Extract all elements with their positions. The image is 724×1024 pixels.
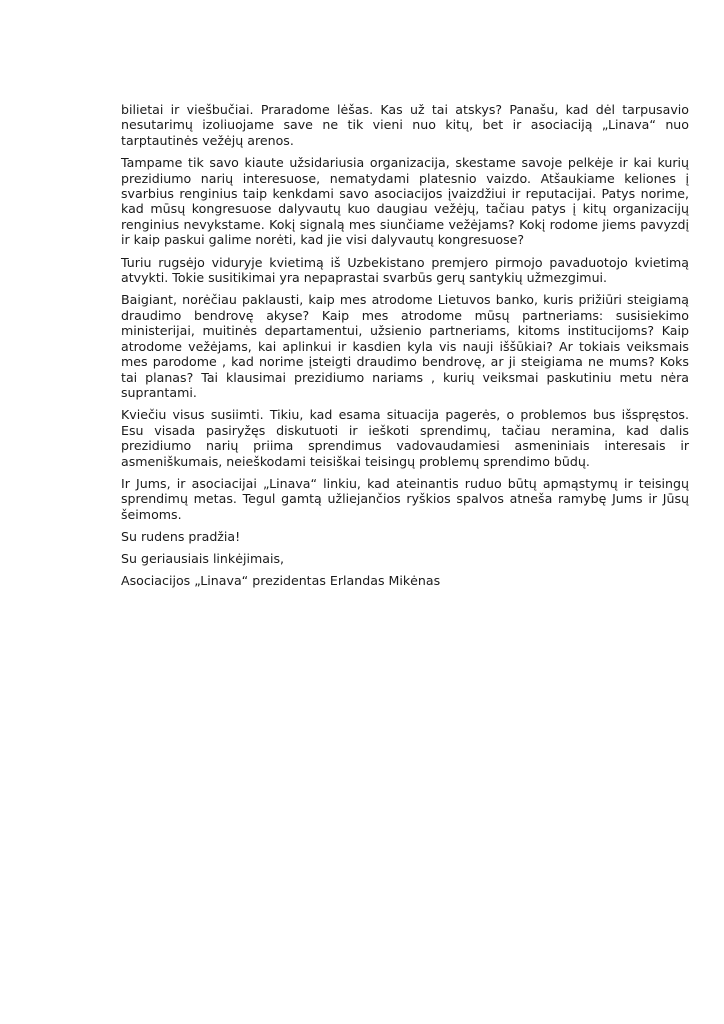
letter-body bbox=[121, 102, 689, 595]
paragraph-6: Ir Jums, ir asociacijai „Linava“ linkiu, kad ateinantis ruduo būtų apmąstymų ir teisingų sprendimų metas. Tegul gamtą užliejančios ryškios spalvos atneša ramybę Jums ir Jūsų šeimoms. bbox=[121, 475, 689, 522]
paragraph-4: Baigiant, norėčiau paklausti, kaip mes atrodome Lietuvos banko, kuris prižiūri steigiamą draudimo bendrovę akyse? Kaip mes atrodome mūsų partneriams: susisiekimo ministerijai, muitinės departamentui, užsienio partneriams, kitoms institucijoms? Kaip atrodome vežėjams, kai aplinkui ir kasdien kyla vis nauji iššūkiai? Ar tokiais veiksmais mes parodome , kad norime įsteigti draudimo bendrovę, ar ji steigiama ne mums? Koks tai planas? Tai klausimai prezidiumo nariams , kurių veiksmai paskutiniu metu nėra suprantami. bbox=[121, 292, 689, 400]
paragraph-3: Turiu rugsėjo viduryje kvietimą iš Uzbekistano premjero pirmojo pavaduotojo kvietimą atvykti. Tokie susitikimai yra nepaprastai svarbūs gerų santykių užmezgimui. bbox=[121, 254, 689, 286]
paragraph-5: Kviečiu visus susiimti. Tikiu, kad esama situacija pagerės, o problemos bus išspręstos. Esu visada pasiryžęs diskutuoti ir ieškoti sprendimų, tačiau neramina, kad dalis prezidiumo narių priima sprendimus vadovaudamiesi asmeniniais interesais ir asmeniškumais, neieškodami teisiškai teisingų problemų sprendimo būdų. bbox=[121, 407, 689, 469]
paragraph-1: bilietai ir viešbučiai. Praradome lėšas. Kas už tai atskys? Panašu, kad dėl tarpusavio nesutarimų izoliuojame save ne tik vieni nuo kitų, bet ir asociaciją „Linava“ nuo tarptautinės vežėjų arenos. bbox=[121, 102, 689, 148]
closing-greeting: Su rudens pradžia! bbox=[121, 529, 241, 545]
closing-regards: Su geriausiais linkėjimais, bbox=[121, 551, 285, 567]
signature: Asociacijos „Linava“ prezidentas Erlandas Mikėnas bbox=[121, 573, 441, 589]
paragraph-2: Tampame tik savo kiaute užsidariusia organizacija, skestame savoje pelkėje ir kai kurių prezidiumo narių interesuose, nematydami platesnio vaizdo. Atšaukiame keliones į svarbius renginius taip kenkdami savo asociacijos įvaizdžiui ir reputacijai. Patys norime, kad mūsų kongresuose dalyvautų kuo daugiau vežėjų, tačiau patys į kitų organizacijų renginius nevykstame. Kokį signalą mes siunčiame vežėjams? Kokį rodome jiems pavyzdį ir kaip paskui galime norėti, kad jie visi dalyvautų kongresuose? bbox=[121, 155, 689, 248]
